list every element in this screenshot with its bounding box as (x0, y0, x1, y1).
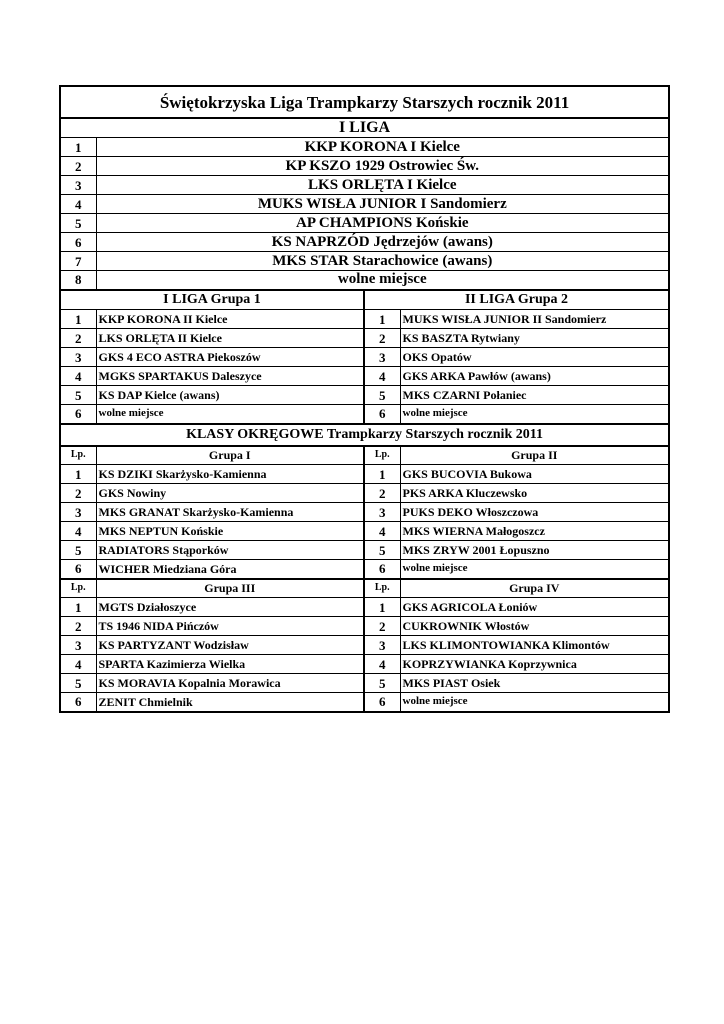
team-name: MUKS WISŁA JUNIOR I Sandomierz (96, 195, 669, 214)
rank-number-left: 1 (60, 598, 96, 617)
table-row (60, 465, 669, 484)
rank-number-left: 5 (60, 674, 96, 693)
team-name-left: RADIATORS Stąporków (96, 541, 364, 560)
table-row (60, 157, 669, 176)
team-name-right: wolne miejsce (400, 693, 669, 712)
team-name: AP CHAMPIONS Końskie (96, 214, 669, 233)
rank-number-left: 3 (60, 503, 96, 522)
team-name-left: MGKS SPARTAKUS Daleszyce (96, 367, 364, 386)
rank-number-right: 4 (364, 655, 400, 674)
rank-number-right: 4 (364, 522, 400, 541)
group-header-row (60, 446, 669, 465)
team-name-right: PKS ARKA Kluczewsko (400, 484, 669, 503)
table-row (60, 617, 669, 636)
team-name-left: KKP KORONA II Kielce (96, 310, 364, 329)
team-name: KP KSZO 1929 Ostrowiec Św. (96, 157, 669, 176)
team-name: wolne miejsce (96, 271, 669, 290)
group-heading-right: II LIGA Grupa 2 (364, 290, 669, 310)
liga2-heading-row (60, 290, 669, 310)
team-name-left: GKS 4 ECO ASTRA Piekoszów (96, 348, 364, 367)
team-name-right: wolne miejsce (400, 560, 669, 579)
group-heading-left: I LIGA Grupa 1 (60, 290, 364, 310)
team-name-left: wolne miejsce (96, 405, 364, 424)
table-row (60, 522, 669, 541)
rank-number-left: 3 (60, 636, 96, 655)
team-name-left: ZENIT Chmielnik (96, 693, 364, 712)
team-name-left: LKS ORLĘTA II Kielce (96, 329, 364, 348)
rank-number: 7 (60, 252, 96, 271)
table-row (60, 541, 669, 560)
rank-number-right: 3 (364, 348, 400, 367)
team-name-left: MGTS Działoszyce (96, 598, 364, 617)
table-row (60, 503, 669, 522)
table-row (60, 693, 669, 712)
rank-number-left: 1 (60, 310, 96, 329)
table-row (60, 329, 669, 348)
group-header-row (60, 579, 669, 598)
rank-number-right: 2 (364, 329, 400, 348)
lp-label-left: Lp. (60, 446, 96, 465)
rank-number-right: 5 (364, 674, 400, 693)
rank-number-right: 1 (364, 310, 400, 329)
rank-number-right: 6 (364, 560, 400, 579)
rank-number-left: 6 (60, 560, 96, 579)
page-title: Świętokrzyska Liga Trampkarzy Starszych rocznik 2011 (60, 86, 669, 118)
rank-number-left: 2 (60, 329, 96, 348)
team-name-left: TS 1946 NIDA Pińczów (96, 617, 364, 636)
team-name: LKS ORLĘTA I Kielce (96, 176, 669, 195)
group-label-left: Grupa III (96, 579, 364, 598)
rank-number-left: 4 (60, 655, 96, 674)
team-name-right: GKS AGRICOLA Łoniów (400, 598, 669, 617)
team-name: KKP KORONA I Kielce (96, 138, 669, 157)
group-label-right: Grupa IV (400, 579, 669, 598)
lp-label-left: Lp. (60, 579, 96, 598)
rank-number-left: 4 (60, 367, 96, 386)
rank-number-right: 2 (364, 617, 400, 636)
rank-number: 2 (60, 157, 96, 176)
team-name-left: SPARTA Kazimierza Wielka (96, 655, 364, 674)
table-row (60, 233, 669, 252)
team-name-right: PUKS DEKO Włoszczowa (400, 503, 669, 522)
team-name-left: KS MORAVIA Kopalnia Morawica (96, 674, 364, 693)
rank-number-right: 6 (364, 693, 400, 712)
rank-number-right: 6 (364, 405, 400, 424)
rank-number-left: 5 (60, 386, 96, 405)
table-row (60, 484, 669, 503)
lp-label-right: Lp. (364, 446, 400, 465)
rank-number-left: 3 (60, 348, 96, 367)
team-name-right: wolne miejsce (400, 405, 669, 424)
team-name: KS NAPRZÓD Jędrzejów (awans) (96, 233, 669, 252)
rank-number-left: 2 (60, 617, 96, 636)
table-row (60, 598, 669, 617)
team-name-right: CUKROWNIK Włostów (400, 617, 669, 636)
group-label-left: Grupa I (96, 446, 364, 465)
table-row (60, 386, 669, 405)
team-name-right: MUKS WISŁA JUNIOR II Sandomierz (400, 310, 669, 329)
team-name-left: KS PARTYZANT Wodzisław (96, 636, 364, 655)
team-name-left: MKS GRANAT Skarżysko-Kamienna (96, 503, 364, 522)
league-document (59, 85, 668, 713)
rank-number-left: 5 (60, 541, 96, 560)
lp-label-right: Lp. (364, 579, 400, 598)
league-table (59, 85, 670, 713)
team-name-left: KS DZIKI Skarżysko-Kamienna (96, 465, 364, 484)
table-row (60, 636, 669, 655)
rank-number-right: 2 (364, 484, 400, 503)
table-row (60, 655, 669, 674)
klasy-heading-row (60, 424, 669, 446)
table-row (60, 252, 669, 271)
klasy-heading: KLASY OKRĘGOWE Trampkarzy Starszych rocznik 2011 (60, 424, 669, 446)
table-row (60, 405, 669, 424)
rank-number: 8 (60, 271, 96, 290)
table-row (60, 138, 669, 157)
team-name: MKS STAR Starachowice (awans) (96, 252, 669, 271)
rank-number: 4 (60, 195, 96, 214)
table-row (60, 674, 669, 693)
liga1-heading-row (60, 118, 669, 138)
rank-number-right: 1 (364, 465, 400, 484)
team-name-left: WICHER Miedziana Góra (96, 560, 364, 579)
table-row (60, 367, 669, 386)
rank-number-right: 3 (364, 636, 400, 655)
rank-number-right: 4 (364, 367, 400, 386)
title-row (60, 86, 669, 118)
team-name-right: OKS Opatów (400, 348, 669, 367)
table-row (60, 560, 669, 579)
rank-number-left: 4 (60, 522, 96, 541)
team-name-right: GKS BUCOVIA Bukowa (400, 465, 669, 484)
team-name-right: LKS KLIMONTOWIANKA Klimontów (400, 636, 669, 655)
rank-number-right: 5 (364, 541, 400, 560)
rank-number-right: 5 (364, 386, 400, 405)
rank-number-left: 2 (60, 484, 96, 503)
team-name-right: MKS WIERNA Małogoszcz (400, 522, 669, 541)
rank-number: 6 (60, 233, 96, 252)
group-label-right: Grupa II (400, 446, 669, 465)
team-name-right: KS BASZTA Rytwiany (400, 329, 669, 348)
table-row (60, 176, 669, 195)
table-row (60, 310, 669, 329)
rank-number: 1 (60, 138, 96, 157)
rank-number-left: 1 (60, 465, 96, 484)
team-name-right: MKS PIAST Osiek (400, 674, 669, 693)
rank-number-left: 6 (60, 693, 96, 712)
liga1-heading: I LIGA (60, 118, 669, 138)
team-name-left: KS DAP Kielce (awans) (96, 386, 364, 405)
table-row (60, 348, 669, 367)
table-row (60, 271, 669, 290)
rank-number-right: 3 (364, 503, 400, 522)
table-row (60, 195, 669, 214)
team-name-left: GKS Nowiny (96, 484, 364, 503)
team-name-right: MKS CZARNI Połaniec (400, 386, 669, 405)
team-name-left: MKS NEPTUN Końskie (96, 522, 364, 541)
rank-number-left: 6 (60, 405, 96, 424)
rank-number: 3 (60, 176, 96, 195)
rank-number-right: 1 (364, 598, 400, 617)
rank-number: 5 (60, 214, 96, 233)
team-name-right: MKS ZRYW 2001 Łopuszno (400, 541, 669, 560)
team-name-right: GKS ARKA Pawłów (awans) (400, 367, 669, 386)
table-row (60, 214, 669, 233)
team-name-right: KOPRZYWIANKA Koprzywnica (400, 655, 669, 674)
